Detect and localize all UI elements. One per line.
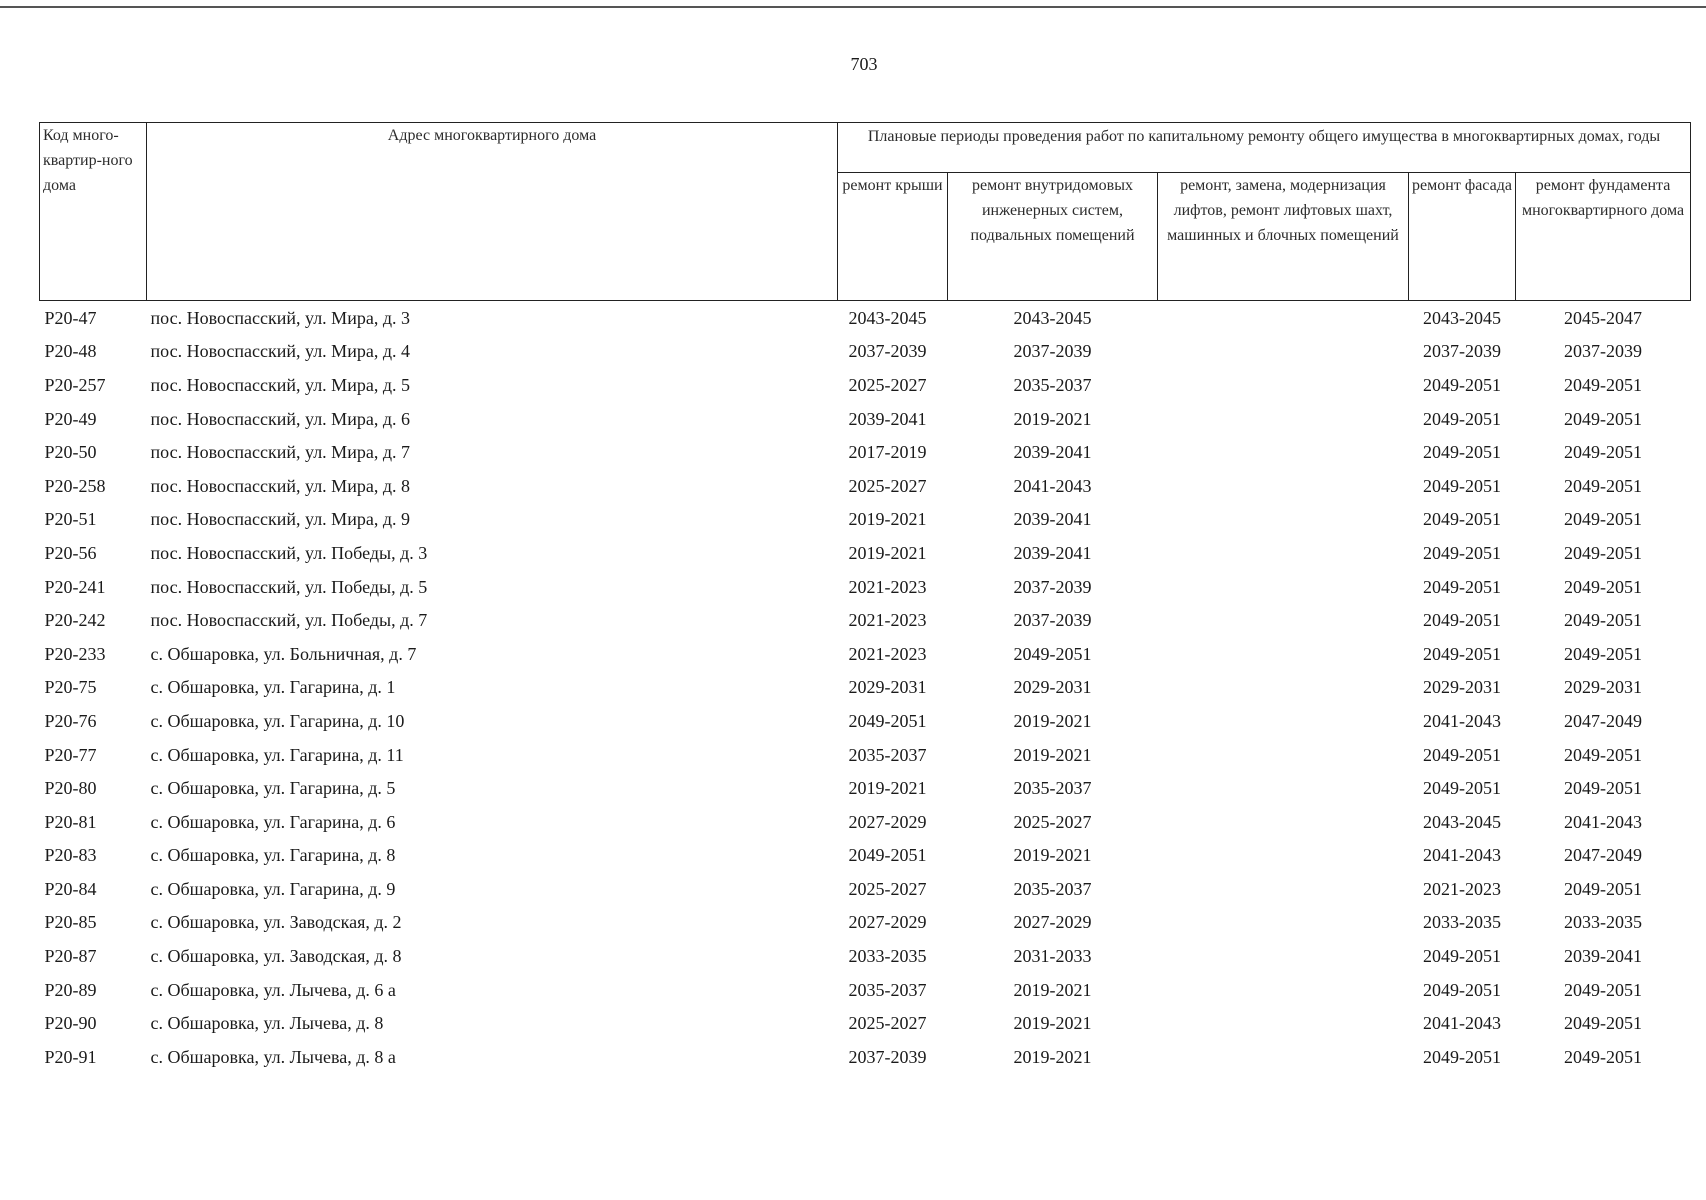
cell-address: с. Обшаровка, ул. Гагарина, д. 11	[150, 744, 404, 765]
cell-roof: 2025-2027	[848, 878, 927, 899]
cell-code: Р20-48	[44, 341, 97, 362]
cell-roof: 2021-2023	[848, 643, 927, 664]
header-roof: ремонт крыши	[838, 173, 948, 301]
cell-address: с. Обшаровка, ул. Гагарина, д. 1	[150, 677, 396, 698]
table-row	[40, 771, 1691, 805]
cell-code: Р20-91	[44, 1046, 97, 1067]
table-row	[40, 503, 1691, 537]
cell-roof: 2025-2027	[848, 374, 927, 395]
cell-roof: 2043-2045	[848, 307, 927, 328]
cell-systems: 2019-2021	[1013, 979, 1092, 1000]
cell-facade: 2049-2051	[1423, 509, 1501, 530]
cell-lifts	[1158, 738, 1409, 772]
table-row	[40, 805, 1691, 839]
cell-systems: 2027-2029	[1013, 912, 1092, 933]
cell-roof: 2027-2029	[848, 912, 927, 933]
cell-facade: 2049-2051	[1423, 475, 1501, 496]
cell-facade: 2033-2035	[1423, 912, 1501, 933]
cell-lifts	[1158, 503, 1409, 537]
cell-roof: 2017-2019	[848, 442, 927, 463]
cell-lifts	[1158, 906, 1409, 940]
cell-lifts	[1158, 637, 1409, 671]
cell-address: с. Обшаровка, ул. Лычева, д. 6 а	[150, 979, 396, 1000]
header-facade: ремонт фасада	[1409, 173, 1516, 301]
cell-systems: 2041-2043	[1013, 475, 1092, 496]
cell-code: Р20-85	[44, 912, 97, 933]
cell-foundation: 2049-2051	[1564, 509, 1643, 530]
header-address: Адрес многоквартирного дома	[147, 123, 838, 301]
cell-roof: 2037-2039	[848, 1046, 927, 1067]
cell-address: с. Обшаровка, ул. Гагарина, д. 9	[150, 878, 396, 899]
cell-code: Р20-47	[44, 307, 97, 328]
cell-facade: 2049-2051	[1423, 610, 1501, 631]
table-row	[40, 368, 1691, 402]
table-row	[40, 738, 1691, 772]
cell-code: Р20-56	[44, 542, 97, 563]
cell-code: Р20-84	[44, 878, 97, 899]
cell-lifts	[1158, 368, 1409, 402]
cell-foundation: 2049-2051	[1564, 576, 1643, 597]
cell-facade: 2049-2051	[1423, 576, 1501, 597]
cell-systems: 2019-2021	[1013, 744, 1092, 765]
header-periods-group: Плановые периоды проведения работ по капитальному ремонту общего имущества в многоквартирных домах, годы	[838, 123, 1691, 173]
cell-systems: 2035-2037	[1013, 878, 1092, 899]
cell-address: пос. Новоспасский, ул. Мира, д. 4	[150, 341, 410, 362]
table-row	[40, 839, 1691, 873]
cell-foundation: 2049-2051	[1564, 475, 1643, 496]
cell-lifts	[1158, 839, 1409, 873]
cell-code: Р20-80	[44, 778, 97, 799]
cell-address: с. Обшаровка, ул. Заводская, д. 2	[150, 912, 402, 933]
cell-facade: 2049-2051	[1423, 408, 1501, 429]
table-row	[40, 906, 1691, 940]
cell-address: пос. Новоспасский, ул. Мира, д. 5	[150, 374, 410, 395]
cell-facade: 2049-2051	[1423, 778, 1501, 799]
top-border-line	[0, 6, 1706, 8]
cell-foundation: 2041-2043	[1564, 811, 1643, 832]
cell-foundation: 2045-2047	[1564, 307, 1643, 328]
cell-lifts	[1158, 1040, 1409, 1074]
cell-facade: 2049-2051	[1423, 542, 1501, 563]
table-row	[40, 637, 1691, 671]
cell-facade: 2021-2023	[1423, 878, 1501, 899]
cell-foundation: 2049-2051	[1564, 778, 1643, 799]
cell-facade: 2041-2043	[1423, 845, 1501, 866]
cell-lifts	[1158, 805, 1409, 839]
cell-facade: 2049-2051	[1423, 643, 1501, 664]
cell-roof: 2021-2023	[848, 576, 927, 597]
cell-facade: 2037-2039	[1423, 341, 1501, 362]
cell-roof: 2019-2021	[848, 509, 927, 530]
cell-address: пос. Новоспасский, ул. Победы, д. 7	[150, 610, 428, 631]
cell-roof: 2027-2029	[848, 811, 927, 832]
cell-systems: 2037-2039	[1013, 341, 1092, 362]
cell-facade: 2049-2051	[1423, 374, 1501, 395]
cell-lifts	[1158, 771, 1409, 805]
cell-foundation: 2037-2039	[1564, 341, 1643, 362]
table-row	[40, 435, 1691, 469]
cell-roof: 2025-2027	[848, 475, 927, 496]
cell-roof: 2035-2037	[848, 979, 927, 1000]
table-row	[40, 939, 1691, 973]
cell-address: с. Обшаровка, ул. Лычева, д. 8 а	[150, 1046, 396, 1067]
cell-foundation: 2033-2035	[1564, 912, 1643, 933]
cell-lifts	[1158, 301, 1409, 335]
cell-address: с. Обшаровка, ул. Лычева, д. 8	[150, 1013, 384, 1034]
cell-address: с. Обшаровка, ул. Гагарина, д. 5	[150, 778, 396, 799]
cell-code: Р20-76	[44, 710, 97, 731]
cell-roof: 2029-2031	[848, 677, 927, 698]
cell-foundation: 2049-2051	[1564, 1046, 1643, 1067]
cell-address: с. Обшаровка, ул. Больничная, д. 7	[150, 643, 417, 664]
cell-address: с. Обшаровка, ул. Гагарина, д. 8	[150, 845, 396, 866]
cell-facade: 2049-2051	[1423, 744, 1501, 765]
cell-foundation: 2049-2051	[1564, 979, 1643, 1000]
cell-lifts	[1158, 973, 1409, 1007]
cell-systems: 2019-2021	[1013, 845, 1092, 866]
table-row	[40, 1040, 1691, 1074]
cell-code: Р20-81	[44, 811, 97, 832]
cell-facade: 2029-2031	[1423, 677, 1501, 698]
cell-systems: 2019-2021	[1013, 710, 1092, 731]
table-row	[40, 469, 1691, 503]
cell-systems: 2025-2027	[1013, 811, 1092, 832]
cell-systems: 2035-2037	[1013, 778, 1092, 799]
cell-systems: 2039-2041	[1013, 509, 1092, 530]
cell-systems: 2035-2037	[1013, 374, 1092, 395]
cell-facade: 2041-2043	[1423, 1013, 1501, 1034]
cell-foundation: 2049-2051	[1564, 374, 1643, 395]
cell-facade: 2043-2045	[1423, 307, 1501, 328]
cell-systems: 2019-2021	[1013, 1013, 1092, 1034]
cell-roof: 2025-2027	[848, 1013, 927, 1034]
cell-foundation: 2047-2049	[1564, 710, 1643, 731]
cell-lifts	[1158, 872, 1409, 906]
table-row	[40, 1006, 1691, 1040]
cell-systems: 2037-2039	[1013, 610, 1092, 631]
cell-facade: 2041-2043	[1423, 710, 1501, 731]
cell-code: Р20-241	[44, 576, 106, 597]
cell-roof: 2033-2035	[848, 946, 927, 967]
cell-code: Р20-83	[44, 845, 97, 866]
cell-systems: 2049-2051	[1013, 643, 1092, 664]
cell-address: с. Обшаровка, ул. Гагарина, д. 10	[150, 710, 405, 731]
cell-code: Р20-75	[44, 677, 97, 698]
cell-code: Р20-87	[44, 946, 97, 967]
cell-systems: 2039-2041	[1013, 442, 1092, 463]
cell-foundation: 2049-2051	[1564, 643, 1643, 664]
table-body	[40, 301, 1691, 1074]
cell-systems: 2019-2021	[1013, 408, 1092, 429]
cell-systems: 2019-2021	[1013, 1046, 1092, 1067]
cell-address: с. Обшаровка, ул. Заводская, д. 8	[150, 946, 402, 967]
table-row	[40, 335, 1691, 369]
cell-address: с. Обшаровка, ул. Гагарина, д. 6	[150, 811, 396, 832]
cell-code: Р20-50	[44, 442, 97, 463]
cell-foundation: 2049-2051	[1564, 408, 1643, 429]
cell-systems: 2029-2031	[1013, 677, 1092, 698]
header-code: Код много-квартир-ного дома	[40, 123, 147, 301]
table-row	[40, 402, 1691, 436]
cell-roof: 2035-2037	[848, 744, 927, 765]
cell-code: Р20-51	[44, 509, 97, 530]
table-row	[40, 536, 1691, 570]
cell-facade: 2043-2045	[1423, 811, 1501, 832]
cell-foundation: 2049-2051	[1564, 744, 1643, 765]
cell-lifts	[1158, 570, 1409, 604]
cell-roof: 2049-2051	[848, 710, 927, 731]
cell-lifts	[1158, 536, 1409, 570]
cell-facade: 2049-2051	[1423, 442, 1501, 463]
table-row	[40, 603, 1691, 637]
cell-facade: 2049-2051	[1423, 1046, 1501, 1067]
table-row	[40, 671, 1691, 705]
cell-foundation: 2049-2051	[1564, 542, 1643, 563]
cell-lifts	[1158, 704, 1409, 738]
cell-foundation: 2049-2051	[1564, 442, 1643, 463]
cell-roof: 2019-2021	[848, 542, 927, 563]
cell-code: Р20-233	[44, 643, 106, 664]
cell-address: пос. Новоспасский, ул. Мира, д. 6	[150, 408, 410, 429]
cell-lifts	[1158, 603, 1409, 637]
header-foundation: ремонт фундамента многоквартирного дома	[1516, 173, 1691, 301]
cell-code: Р20-89	[44, 979, 97, 1000]
cell-lifts	[1158, 335, 1409, 369]
cell-systems: 2043-2045	[1013, 307, 1092, 328]
table-row	[40, 704, 1691, 738]
cell-address: пос. Новоспасский, ул. Победы, д. 3	[150, 542, 428, 563]
header-lifts: ремонт, замена, модернизация лифтов, ремонт лифтовых шахт, машинных и блочных помещений	[1158, 173, 1409, 301]
cell-roof: 2037-2039	[848, 341, 927, 362]
cell-code: Р20-257	[44, 374, 106, 395]
cell-address: пос. Новоспасский, ул. Победы, д. 5	[150, 576, 428, 597]
cell-foundation: 2049-2051	[1564, 610, 1643, 631]
cell-address: пос. Новоспасский, ул. Мира, д. 3	[150, 307, 410, 328]
cell-foundation: 2049-2051	[1564, 878, 1643, 899]
cell-foundation: 2047-2049	[1564, 845, 1643, 866]
cell-lifts	[1158, 671, 1409, 705]
cell-roof: 2049-2051	[848, 845, 927, 866]
capital-repair-schedule-table	[39, 122, 1691, 1074]
cell-address: пос. Новоспасский, ул. Мира, д. 8	[150, 475, 410, 496]
cell-lifts	[1158, 1006, 1409, 1040]
cell-address: пос. Новоспасский, ул. Мира, д. 9	[150, 509, 410, 530]
cell-code: Р20-242	[44, 610, 106, 631]
cell-roof: 2021-2023	[848, 610, 927, 631]
cell-systems: 2031-2033	[1013, 946, 1092, 967]
cell-lifts	[1158, 435, 1409, 469]
cell-facade: 2049-2051	[1423, 979, 1501, 1000]
cell-address: пос. Новоспасский, ул. Мира, д. 7	[150, 442, 410, 463]
header-systems: ремонт внутридомовых инженерных систем, подвальных помещений	[948, 173, 1158, 301]
table-row	[40, 301, 1691, 335]
cell-foundation: 2049-2051	[1564, 1013, 1643, 1034]
cell-foundation: 2029-2031	[1564, 677, 1643, 698]
cell-code: Р20-77	[44, 744, 97, 765]
cell-lifts	[1158, 469, 1409, 503]
cell-systems: 2039-2041	[1013, 542, 1092, 563]
cell-foundation: 2039-2041	[1564, 946, 1643, 967]
cell-roof: 2039-2041	[848, 408, 927, 429]
table-row	[40, 570, 1691, 604]
table-row	[40, 872, 1691, 906]
cell-lifts	[1158, 939, 1409, 973]
cell-facade: 2049-2051	[1423, 946, 1501, 967]
table-header	[40, 123, 1691, 301]
cell-lifts	[1158, 402, 1409, 436]
page-number: 703	[850, 54, 878, 74]
cell-code: Р20-49	[44, 408, 97, 429]
cell-roof: 2019-2021	[848, 778, 927, 799]
cell-code: Р20-258	[44, 475, 106, 496]
table-row	[40, 973, 1691, 1007]
cell-code: Р20-90	[44, 1013, 97, 1034]
cell-systems: 2037-2039	[1013, 576, 1092, 597]
